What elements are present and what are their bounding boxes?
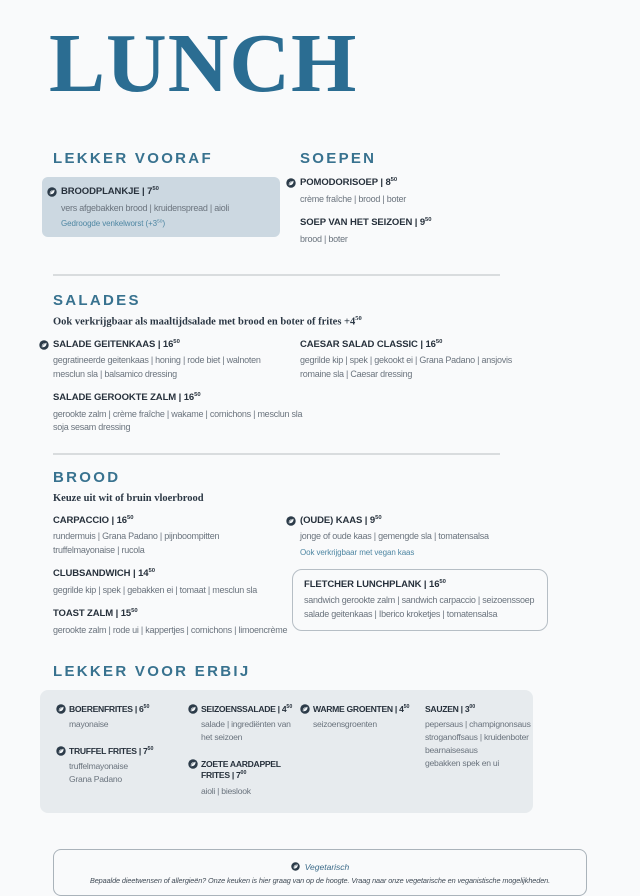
item-description-line: romaine sla | Caesar dressing — [300, 368, 413, 379]
menu-item-fletcher-lunchplank — [304, 579, 536, 622]
menu-item-seizoenssalade — [201, 704, 300, 744]
item-description: truffelmayonaise — [69, 761, 128, 772]
separator: | — [176, 392, 184, 404]
item-price: 9 — [419, 217, 426, 229]
menu-item-clubsandwich — [53, 568, 300, 597]
item-price-sup: 50 — [131, 608, 138, 615]
section-heading-brood: BROOD — [53, 468, 121, 486]
menu-item-sauzen — [425, 704, 531, 770]
footer-legend-box — [53, 849, 587, 896]
item-price: 16 — [429, 579, 440, 591]
item-name: SALADE GEROOKTE ZALM | $16^{50}$ — [53, 392, 201, 404]
separator: | — [275, 704, 282, 715]
brood-left-column — [53, 515, 300, 638]
section-lekker-vooraf — [53, 150, 300, 246]
item-description-line: pepersaus | champignonsaus — [425, 719, 531, 730]
item-price: 15 — [120, 608, 132, 620]
item-price: 9 — [369, 514, 376, 526]
vegetarian-icon — [188, 704, 198, 714]
row-salades — [53, 339, 587, 435]
item-price: 7 — [147, 186, 153, 198]
erbij-column-4 — [412, 704, 531, 797]
section-heading-vooraf: LEKKER VOORAF — [53, 150, 213, 167]
item-description-line: Grana Padano — [69, 774, 122, 785]
item-price: 7 — [143, 746, 148, 757]
item-name: (OUDE) KAAS | $9^{50}$ — [300, 514, 382, 526]
item-name: FLETCHER LUNCHPLANK | $16^{50}$ — [304, 578, 446, 591]
item-description-line: mesclun sla | balsamico dressing — [53, 368, 177, 379]
section-salades — [53, 292, 587, 435]
item-price: 4 — [399, 704, 404, 715]
salades-left-column — [53, 338, 303, 435]
item-name: CARPACCIO | $16^{50}$ — [53, 514, 134, 526]
broodplankje-highlight-box — [42, 177, 280, 237]
separator: | — [229, 770, 237, 781]
vegetarian-icon — [39, 340, 49, 350]
menu-item-carpaccio — [53, 515, 300, 558]
item-price: 4 — [281, 704, 287, 715]
item-description: vers afgebakken brood | kruidenspread | aioli — [61, 202, 230, 213]
section-lekker-voor-erbij — [53, 663, 587, 813]
menu-item-oude-kaas — [300, 515, 587, 558]
separator: | — [412, 217, 420, 229]
item-price: 16 — [116, 514, 127, 526]
item-description: aioli | bieslook — [201, 785, 251, 796]
separator: | — [132, 704, 140, 715]
page-title: LUNCH — [49, 17, 358, 110]
item-note: Gedroogde venkelworst $(+3^{50})$ — [61, 219, 166, 228]
item-name: BROODPLANKJE | $7^{50}$ — [61, 186, 159, 198]
item-description-line: truffelmayonaise | rucola — [53, 544, 145, 555]
vegetarian-icon — [47, 187, 57, 197]
salades-right-column — [300, 339, 587, 435]
allergy-note: Bepaalde dieetwensen of allergieën? Onze keuken is hier graag van op de hoogte. Vraag naar onze vegetarische en veganistische mogelijkheden. — [89, 876, 551, 886]
item-price-sup: 50 — [148, 568, 155, 575]
menu-item-caesar-salad — [300, 339, 587, 382]
menu-item-salade-geitenkaas — [53, 339, 300, 382]
section-heading-salades: SALADES — [53, 292, 141, 309]
menu-item-broodplankje — [61, 186, 268, 229]
item-price-sup: 50 — [194, 392, 201, 399]
item-description: gegrilde kip | spek | gebakken ei | tomaat | mesclun sla — [53, 584, 257, 595]
vegetarian-icon — [56, 746, 66, 756]
item-name: ZOETE AARDAPPEL FRITES | $7^{00}$ — [201, 759, 281, 781]
section-subtitle: Keuze uit wit of bruin vloerbrood — [53, 492, 204, 504]
row-brood — [53, 515, 587, 638]
menu-item-boerenfrites — [69, 704, 188, 731]
menu-item-soep-van-het-seizoen — [300, 217, 587, 246]
vegetarian-legend-label: Vegetarisch — [304, 862, 350, 873]
item-price-sup: 50 — [375, 514, 382, 521]
vegetarian-icon — [286, 178, 296, 188]
item-description: gerookte zalm | crème fraîche | wakame | cornichons | mesclun sla — [53, 408, 303, 419]
menu-item-zoete-aardappel-frites — [201, 759, 300, 797]
item-name: BOERENFRITES | $6^{50}$ — [69, 704, 150, 715]
section-divider — [53, 274, 500, 276]
item-price: 3 — [464, 704, 470, 715]
section-heading-erbij: LEKKER VOOR ERBIJ — [53, 663, 251, 681]
item-price: 14 — [138, 568, 149, 580]
item-name: SALADE GEITENKAAS | $16^{50}$ — [53, 338, 180, 350]
erbij-column-2 — [188, 704, 300, 797]
item-name: POMODORISOEP | $8^{50}$ — [300, 177, 398, 189]
section-brood — [53, 469, 587, 638]
item-price: 16 — [425, 338, 436, 350]
item-note: Ook verkrijgbaar met vegan kaas — [300, 547, 415, 557]
item-price-sup: 50 — [173, 338, 180, 345]
item-description: brood | boter — [300, 233, 348, 244]
item-name: SOEP VAN HET SEIZOEN | $9^{50}$ — [300, 217, 432, 229]
vegetarian-icon — [291, 862, 300, 871]
item-description-line: stroganoffsaus | kruidenboter — [425, 732, 529, 743]
item-description: gerookte zalm | rode ui | kappertjes | cornichons | limoencrème — [53, 624, 288, 635]
vegetarian-icon — [56, 704, 66, 714]
item-price: 16 — [162, 338, 174, 350]
menu-item-pomodorisoep — [300, 177, 587, 206]
item-name: CLUBSANDWICH | $14^{50}$ — [53, 568, 155, 580]
item-name: SAUZEN | $3^{00}$ — [425, 704, 476, 715]
erbij-panel — [40, 690, 533, 813]
separator: | — [155, 338, 163, 350]
item-price: 6 — [139, 704, 144, 715]
item-price-sup: 50 — [147, 746, 154, 753]
item-price-sup: 50 — [425, 217, 432, 223]
separator: | — [377, 177, 386, 189]
row-vooraf-soepen — [53, 150, 587, 246]
section-heading-soepen: SOEPEN — [300, 150, 377, 167]
item-description-line: soja sesam dressing — [53, 422, 131, 433]
item-description: seizoensgroenten — [313, 719, 377, 730]
item-price-sup: 50 — [143, 704, 150, 711]
item-price-sup: 50 — [403, 704, 410, 711]
lunchplank-outline-box — [292, 569, 548, 632]
item-price-sup: 50 — [435, 338, 443, 345]
separator: | — [113, 608, 121, 620]
vegetarian-icon — [300, 704, 310, 714]
item-price-sup: 50 — [390, 177, 398, 183]
item-price-sup: 50 — [126, 514, 134, 521]
separator: | — [362, 514, 370, 526]
item-name: WARME GROENTEN | $4^{50}$ — [313, 704, 410, 715]
item-description-line: bearnaisesaus — [425, 745, 478, 756]
menu-item-toast-zalm — [53, 608, 300, 637]
section-subtitle: Ook verkrijgbaar als maaltijdsalade met brood en boter of frites $+4^{50}$ — [53, 315, 362, 328]
item-description: crème fraîche | brood | boter — [300, 193, 406, 204]
section-soepen — [300, 150, 587, 246]
item-description: jonge of oude kaas | gemengde sla | tomatensalsa — [300, 531, 489, 542]
separator: | — [421, 579, 430, 591]
separator: | — [139, 186, 148, 198]
item-description: gegrilde kip | spek | gekookt ei | Grana Padano | ansjovis — [300, 355, 512, 366]
separator: | — [458, 704, 465, 715]
item-price-sup: 50 — [152, 186, 159, 192]
separator: | — [392, 704, 400, 715]
item-description: mayonaise — [69, 719, 109, 730]
menu-item-salade-gerookte-zalm — [53, 392, 303, 435]
item-price-sup: 50 — [286, 704, 293, 711]
separator: | — [108, 514, 117, 526]
erbij-column-3 — [300, 704, 412, 797]
item-price: 8 — [385, 177, 391, 189]
vegetarian-legend — [291, 861, 350, 874]
menu-item-truffel-frites — [69, 746, 188, 786]
erbij-column-1 — [56, 704, 188, 797]
item-description: gegratineerde geitenkaas | honing | rode biet | walnoten — [53, 355, 261, 366]
item-price: 7 — [236, 770, 241, 781]
item-name: SEIZOENSSALADE | $4^{50}$ — [201, 704, 293, 715]
item-description: rundermuis | Grana Padano | pijnboompitten — [53, 531, 220, 542]
item-description-line: salade geitenkaas | Iberico kroketjes | tomatensalsa — [304, 608, 498, 619]
item-description: salade | ingrediënten van het seizoen — [201, 719, 291, 743]
item-price-sup: 00 — [469, 704, 476, 711]
section-divider — [53, 453, 500, 455]
separator: | — [130, 568, 139, 580]
vegetarian-icon — [286, 516, 296, 526]
item-description-line: gebakken spek en ui — [425, 758, 500, 769]
separator: | — [417, 338, 426, 350]
item-price-sup: 50 — [439, 578, 446, 585]
item-description: sandwich gerookte zalm | sandwich carpaccio | seizoenssoep — [304, 595, 535, 606]
item-price-sup: 00 — [240, 770, 247, 777]
item-name: TRUFFEL FRITES | $7^{50}$ — [69, 746, 154, 757]
item-name: CAESAR SALAD CLASSIC | $16^{50}$ — [300, 338, 443, 350]
item-price: 16 — [183, 392, 195, 404]
brood-right-column — [300, 515, 587, 638]
vegetarian-icon — [188, 759, 198, 769]
item-name: TOAST ZALM | $15^{50}$ — [53, 608, 138, 620]
menu-item-warme-groenten — [313, 704, 412, 731]
separator: | — [136, 746, 144, 757]
